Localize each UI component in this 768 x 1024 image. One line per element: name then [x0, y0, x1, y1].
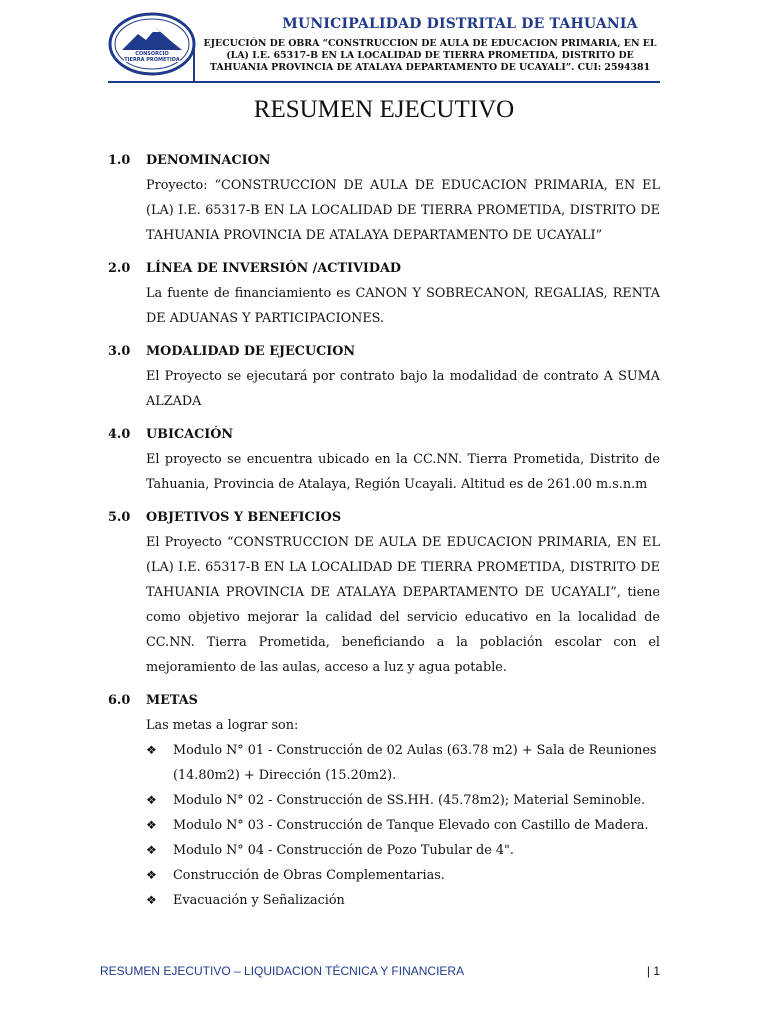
header-separator [193, 48, 195, 82]
list-item: ❖ Evacuación y Señalización [146, 888, 660, 913]
list-item: ❖ Modulo N° 02 - Construcción de SS.HH. (45.78m2); Material Seminoble. [146, 788, 660, 813]
section-text: Proyecto: “CONSTRUCCION DE AULA DE EDUCACION PRIMARIA, EN EL (LA) I.E. 65317-B EN LA LOCALIDAD DE TIERRA PROMETIDA, DISTRITO DE TAHUANIA PROVINCIA DE ATALAYA DEPARTAMENTO DE UCAYALI” [146, 178, 660, 243]
section-objetivos [108, 505, 660, 680]
section-linea-inversion [108, 256, 660, 331]
document-body [108, 148, 660, 921]
section-text: El Proyecto se ejecutará por contrato bajo la modalidad de contrato A SUMA ALZADA [146, 369, 660, 409]
section-heading [108, 339, 660, 364]
page-number: | 1 [646, 964, 660, 978]
section-number: 6.0 [108, 693, 131, 708]
page-footer [100, 964, 660, 984]
document-title: RESUMEN EJECUTIVO [253, 96, 515, 123]
header-subtitle: EJECUCIÓN DE OBRA “CONSTRUCCION DE AULA DE EDUCACION PRIMARIA, EN EL (LA) I.E. 65317-B EN LA LOCALIDAD DE TIERRA PROMETIDA, DISTRITO DE TAHUANIA PROVINCIA DE ATALAYA DEPARTAMENTO DE UCAYALI”. CUI: 2594381 [203, 38, 657, 73]
footer-text: RESUMEN EJECUTIVO – LIQUIDACION TÉCNICA Y FINANCIERA [100, 964, 465, 978]
section-text: La fuente de financiamiento es CANON Y SOBRECANON, REGALIAS, RENTA DE ADUANAS Y PARTICIPACIONES. [146, 286, 660, 326]
section-heading [108, 505, 660, 530]
section-number: 1.0 [108, 153, 131, 168]
section-number: 5.0 [108, 510, 131, 525]
consortium-logo [108, 12, 196, 76]
section-text: Las metas a lograr son: [146, 718, 299, 733]
section-ubicacion [108, 422, 660, 497]
section-title: UBICACIÓN [146, 427, 234, 442]
section-heading [108, 688, 660, 713]
logo-line-1: CONSORCIO [135, 51, 169, 57]
section-text: El Proyecto “CONSTRUCCION DE AULA DE EDUCACION PRIMARIA, EN EL (LA) I.E. 65317-B EN LA LOCALIDAD DE TIERRA PROMETIDA, DISTRITO DE TAHUANIA PROVINCIA DE ATALAYA DEPARTAMENTO DE UCAYALI”, tiene como objetivo mejorar la calidad del servicio educativo en la localidad de CC.NN. Tierra Prometida, beneficiando a la población escolar con el mejoramiento de las aulas, acceso a luz y agua potable. [146, 535, 660, 675]
header-rule [108, 81, 660, 83]
section-title: METAS [146, 693, 198, 708]
section-number: 3.0 [108, 344, 131, 359]
logo-line-2: TIERRA PROMETIDA [124, 57, 180, 63]
section-title: MODALIDAD DE EJECUCION [146, 344, 356, 359]
list-item: ❖ Modulo N° 01 - Construcción de 02 Aulas (63.78 m2) + Sala de Reuniones (14.80m2) + Dirección (15.20m2). [146, 738, 660, 788]
page-header [0, 0, 768, 84]
section-title: LÍNEA DE INVERSIÓN /ACTIVIDAD [146, 261, 401, 276]
section-heading [108, 148, 660, 173]
section-title: DENOMINACION [146, 153, 271, 168]
list-item: ❖ Modulo N° 03 - Construcción de Tanque Elevado con Castillo de Madera. [146, 813, 660, 838]
section-metas [108, 688, 660, 913]
list-item: ❖ Construcción de Obras Complementarias. [146, 863, 660, 888]
section-heading [108, 422, 660, 447]
section-modalidad [108, 339, 660, 414]
metas-list [108, 738, 660, 913]
section-denominacion [108, 148, 660, 248]
section-number: 4.0 [108, 427, 131, 442]
section-heading [108, 256, 660, 281]
section-text: El proyecto se encuentra ubicado en la CC.NN. Tierra Prometida, Distrito de Tahuania, Provincia de Atalaya, Región Ucayali. Altitud es de 261.00 m.s.n.m [146, 452, 660, 492]
list-item: ❖ Modulo N° 04 - Construcción de Pozo Tubular de 4". [146, 838, 660, 863]
section-number: 2.0 [108, 261, 131, 276]
header-title: MUNICIPALIDAD DISTRITAL DE TAHUANIA [282, 16, 638, 32]
section-title: OBJETIVOS Y BENEFICIOS [146, 510, 342, 525]
